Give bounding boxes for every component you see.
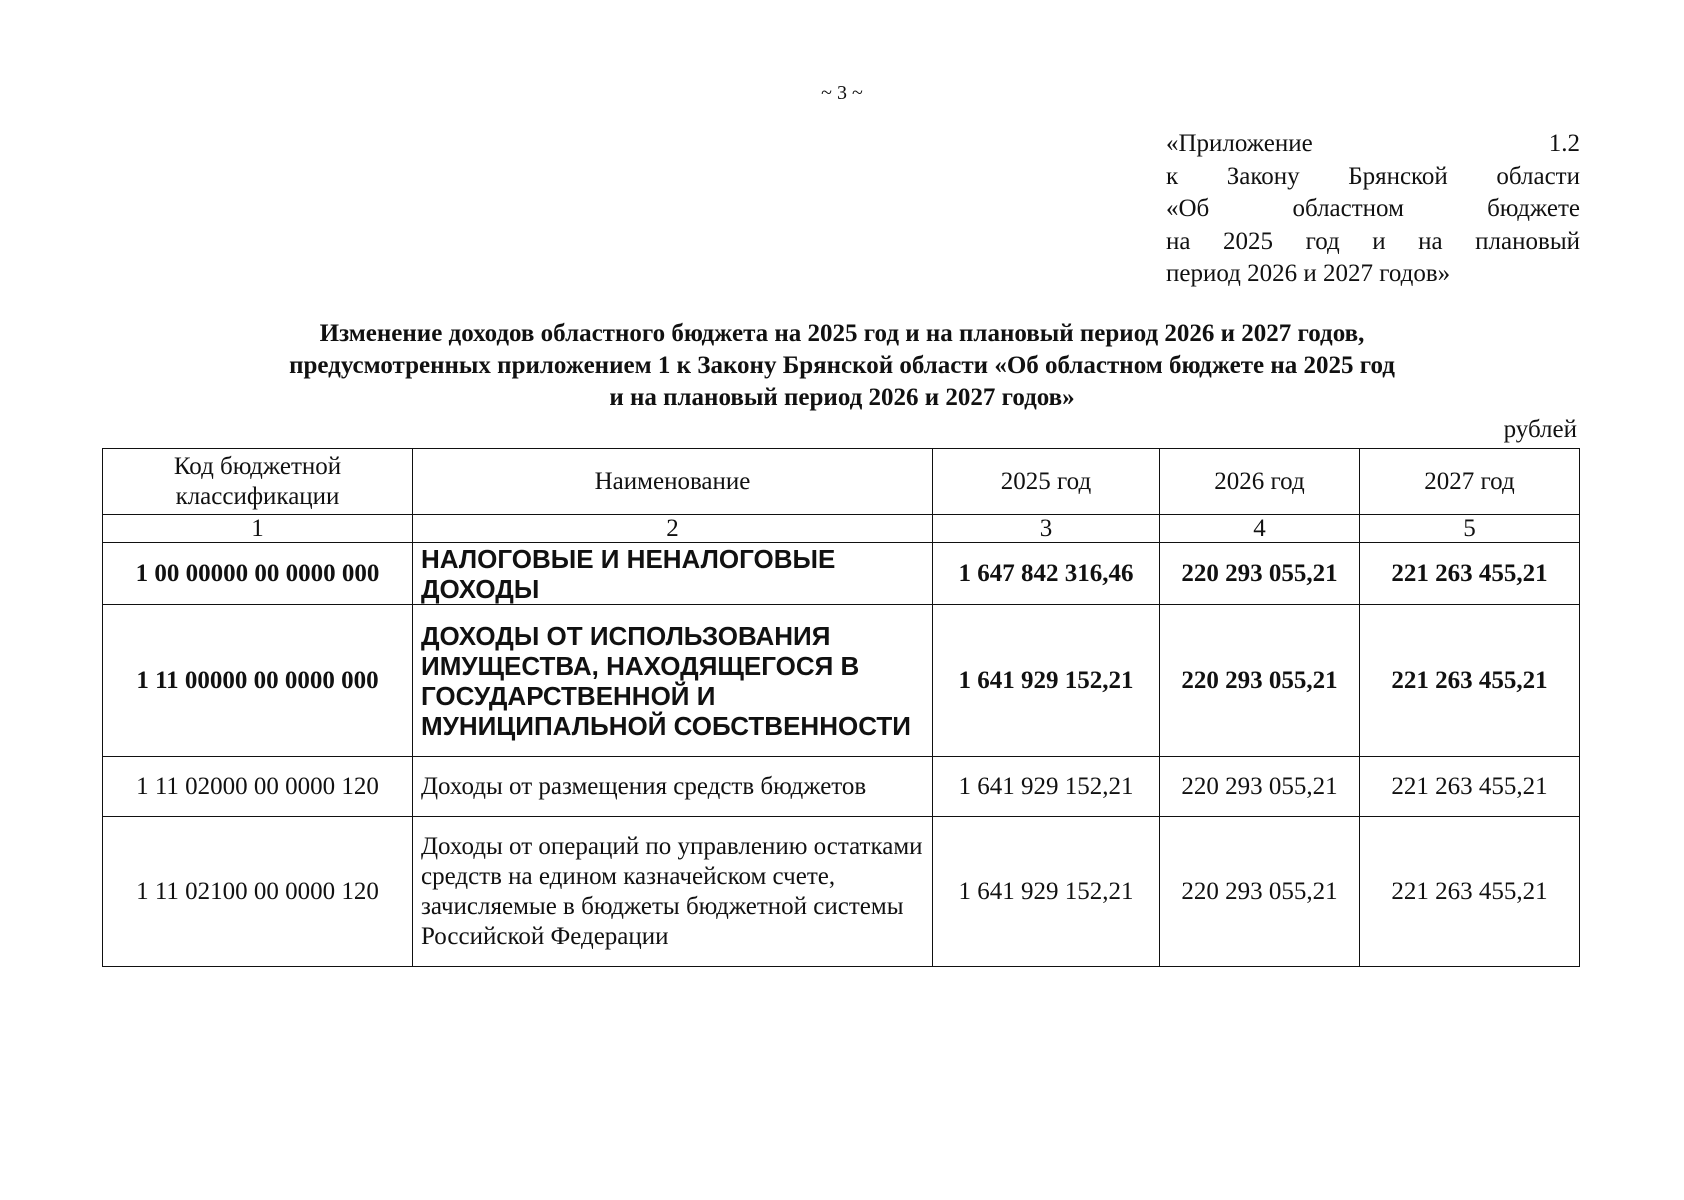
- document-title: [0, 318, 1684, 414]
- row-name: ДОХОДЫ ОТ ИСПОЛЬЗОВАНИЯ ИМУЩЕСТВА, НАХОДЯЩЕГОСЯ В ГОСУДАРСТВЕННОЙ И МУНИЦИПАЛЬНОЙ СОБСТВЕННОСТИ: [413, 605, 933, 757]
- header-name: Наименование: [413, 449, 933, 515]
- page-number: ~ 3 ~: [821, 82, 863, 104]
- column-number: 4: [1160, 515, 1360, 543]
- header-2025: 2025 год: [933, 449, 1160, 515]
- appendix-line: период 2026 и 2027 годов»: [1166, 260, 1451, 287]
- header-2026: 2026 год: [1160, 449, 1360, 515]
- row-amount-2026: 220 293 055,21: [1160, 757, 1360, 817]
- column-number: 2: [413, 515, 933, 543]
- row-amount-2027: 221 263 455,21: [1360, 757, 1580, 817]
- table-row: [103, 757, 1580, 817]
- row-name: Доходы от размещения средств бюджетов: [413, 757, 933, 817]
- row-amount-2025: 1 641 929 152,21: [933, 605, 1160, 757]
- budget-table: [102, 448, 1580, 967]
- column-number-row: [103, 515, 1580, 543]
- row-amount-2027: 221 263 455,21: [1360, 817, 1580, 967]
- title-line: и на плановый период 2026 и 2027 годов»: [609, 384, 1075, 411]
- row-amount-2026: 220 293 055,21: [1160, 817, 1360, 967]
- column-number: 1: [103, 515, 413, 543]
- units-label: рублей: [1503, 416, 1577, 443]
- row-name: НАЛОГОВЫЕ И НЕНАЛОГОВЫЕ ДОХОДЫ: [413, 543, 933, 605]
- row-code: 1 11 02000 00 0000 120: [103, 757, 413, 817]
- appendix-line: к Закону Брянской области: [1166, 162, 1580, 190]
- row-code: 1 11 00000 00 0000 000: [103, 605, 413, 757]
- table-row: [103, 605, 1580, 757]
- appendix-reference: [1166, 128, 1580, 291]
- column-number: 5: [1360, 515, 1580, 543]
- table-header-row: [103, 449, 1580, 515]
- column-number: 3: [933, 515, 1160, 543]
- row-code: 1 11 02100 00 0000 120: [103, 817, 413, 967]
- table-row: [103, 543, 1580, 605]
- row-amount-2027: 221 263 455,21: [1360, 605, 1580, 757]
- table-row: [103, 817, 1580, 967]
- row-amount-2027: 221 263 455,21: [1360, 543, 1580, 605]
- appendix-line: «Об областном бюджете: [1166, 195, 1580, 222]
- row-amount-2025: 1 647 842 316,46: [933, 543, 1160, 605]
- header-code: Код бюджетной классификации: [103, 449, 413, 515]
- row-amount-2026: 220 293 055,21: [1160, 543, 1360, 605]
- title-line: Изменение доходов областного бюджета на 2025 год и на плановый период 2026 и 2027 годов,: [319, 320, 1365, 347]
- appendix-line: на 2025 год и на плановый: [1166, 227, 1580, 255]
- row-amount-2025: 1 641 929 152,21: [933, 817, 1160, 967]
- row-amount-2026: 220 293 055,21: [1160, 605, 1360, 757]
- row-code: 1 00 00000 00 0000 000: [103, 543, 413, 605]
- row-amount-2025: 1 641 929 152,21: [933, 757, 1160, 817]
- row-name: Доходы от операций по управлению остатками средств на едином казначейском счете, зачисляемые в бюджеты бюджетной системы Российской Федерации: [413, 817, 933, 967]
- header-2027: 2027 год: [1360, 449, 1580, 515]
- appendix-line: «Приложение 1.2: [1166, 130, 1580, 157]
- title-line: предусмотренных приложением 1 к Закону Брянской области «Об областном бюджете на 2025 год: [289, 352, 1395, 379]
